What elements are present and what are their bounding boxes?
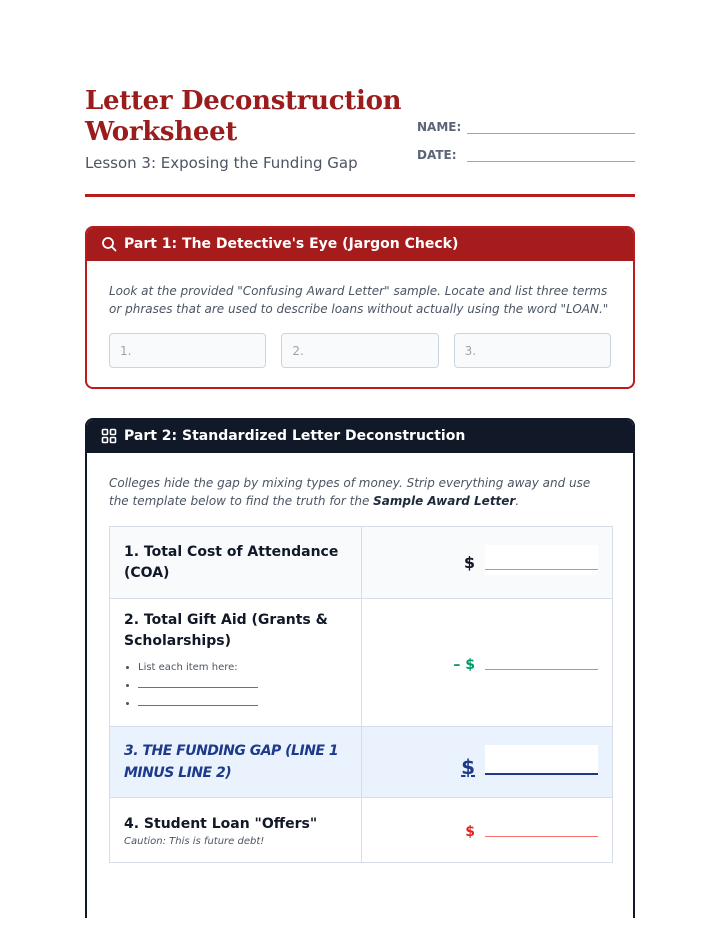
funding-gap-amount[interactable]: [461, 755, 598, 779]
name-field[interactable]: [467, 120, 635, 134]
gift-aid-amount[interactable]: [453, 657, 598, 673]
gift-aid-line-2[interactable]: [138, 698, 258, 706]
grid-icon: [101, 428, 117, 444]
date-field[interactable]: [467, 148, 635, 162]
page-subtitle: Lesson 3: Exposing the Funding Gap: [85, 154, 358, 172]
loan-amount[interactable]: [465, 824, 598, 840]
part1-title: Part 1: The Detective's Eye (Jargon Check): [124, 235, 459, 252]
table-row: [110, 727, 613, 798]
part1-card: [85, 226, 635, 389]
deconstruction-table: [109, 526, 613, 863]
jargon-input-1[interactable]: 1.: [109, 333, 266, 368]
title-line-2: Worksheet: [85, 117, 238, 147]
part1-instructions: Look at the provided "Confusing Award Letter" sample. Locate and list three terms or phrases that are used to describe loans without actually using the word "LOAN.": [109, 284, 609, 316]
part2-instructions: [87, 453, 633, 510]
date-field-row: [417, 134, 635, 162]
part2-instructions-end: .: [515, 494, 520, 508]
header-divider: [85, 194, 635, 197]
list-item[interactable]: [138, 679, 347, 697]
date-label: DATE:: [417, 148, 457, 162]
row-amount-cell: [361, 527, 612, 599]
list-item[interactable]: [138, 697, 347, 715]
name-label: NAME:: [417, 120, 462, 134]
minus-dollar-symbol: – $: [453, 657, 475, 673]
table-row: [110, 527, 613, 599]
coa-amount-line: [485, 569, 598, 570]
part2-instructions-text: Colleges hide the gap by mixing types of money. Strip everything away and use the template below to find the truth for the: [109, 476, 591, 508]
jargon-input-2[interactable]: 2.: [281, 333, 438, 368]
row-amount-cell: [361, 727, 612, 798]
part2-header: [85, 418, 635, 453]
list-item: [138, 661, 347, 679]
worksheet-header: [85, 86, 635, 186]
name-date-block: [417, 106, 635, 162]
part2-card: [85, 418, 635, 918]
title-line-1: Letter Deconstruction: [85, 86, 402, 116]
name-field-row: [417, 106, 635, 134]
jargon-input-3[interactable]: 3.: [454, 333, 611, 368]
table-row: [110, 599, 613, 727]
dollar-symbol: $: [461, 755, 475, 779]
gift-aid-label: 2. Total Gift Aid (Grants & Scholarships): [124, 612, 328, 649]
part2-title: Part 2: Standardized Letter Deconstruction: [124, 427, 466, 444]
gift-aid-list: [124, 661, 347, 715]
row-label-cell: [110, 727, 362, 798]
funding-gap-amount-line: [485, 773, 598, 776]
gift-aid-amount-line: [485, 669, 598, 670]
row-label-cell: [110, 798, 362, 863]
gift-aid-list-heading: List each item here:: [138, 662, 238, 673]
part2-instructions-emphasis: Sample Award Letter: [373, 494, 516, 508]
funding-gap-label: 3. THE FUNDING GAP (LINE 1 MINUS LINE 2): [124, 743, 339, 781]
loan-caution-note: Caution: This is future debt!: [124, 835, 265, 847]
gift-aid-line-1[interactable]: [138, 680, 258, 688]
jargon-inputs: [87, 318, 633, 368]
row-label-cell: [110, 599, 362, 727]
table-row: [110, 798, 613, 863]
row-label-cell: [110, 527, 362, 599]
loan-offers-label: 4. Student Loan "Offers": [124, 815, 318, 832]
row-amount-cell: [361, 599, 612, 727]
loan-amount-line: [485, 836, 598, 837]
coa-amount[interactable]: [464, 553, 598, 572]
dollar-symbol: $: [463, 553, 475, 572]
coa-label: 1. Total Cost of Attendance (COA): [124, 543, 339, 581]
search-icon: [101, 236, 117, 252]
dollar-symbol: $: [465, 824, 475, 840]
row-amount-cell: [361, 798, 612, 863]
part1-header: [85, 226, 635, 261]
